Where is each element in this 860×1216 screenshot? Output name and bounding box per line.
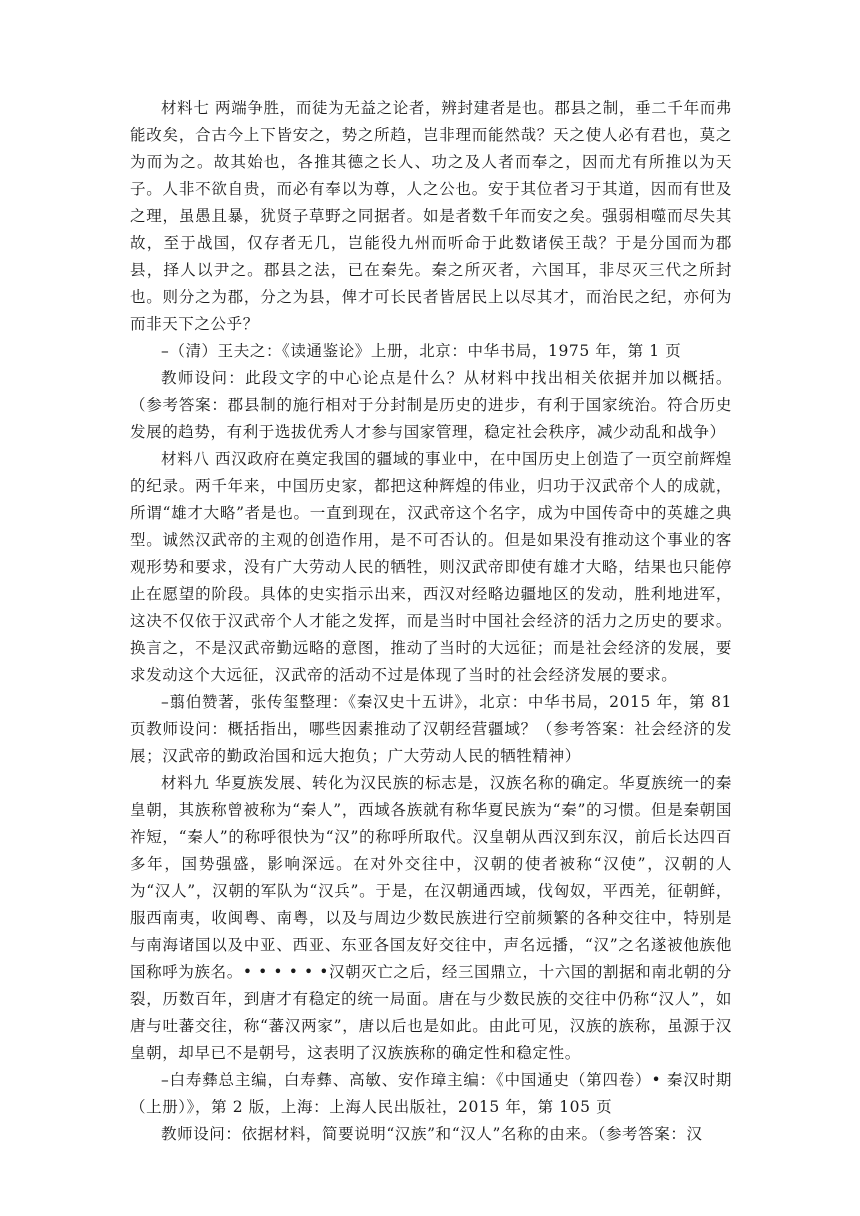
material-8-citation-and-question: –翦伯赞著，张传玺整理：《秦汉史十五讲》，北京：中华书局，2015 年，第 81 页教师设问：概括指出，哪些因素推动了汉朝经营疆域？（参考答案：社会经济的发展；汉武帝的勤政治国和远大抱负；广大劳动人民的牺牲精神） (130, 693, 732, 765)
material-9-teacher-question: 教师设问：依据材料，简要说明“汉族”和“汉人”名称的由来。（参考答案：汉 (161, 1125, 703, 1143)
document-body (130, 95, 732, 1148)
material-9-paragraph: 材料九 华夏族发展、转化为汉民族的标志是，汉族名称的确定。华夏族统一的秦皇朝，其族称曾被称为“秦人”，西域各族就有称华夏民族为“秦”的习惯。但是秦朝国祚短，“秦人”的称呼很快为“汉”的称呼所取代。汉皇朝从西汉到东汉，前后长达四百多年，国势强盛，影响深远。在对外交往中，汉朝的使者被称“汉使”，汉朝的人为“汉人”，汉朝的军队为“汉兵”。于是，在汉朝通西域，伐匈奴，平西羌，征朝鲜，服西南夷，收闽粤、南粤，以及与周边少数民族进行空前频繁的各种交往中，特别是与南海诸国以及中亚、西亚、东亚各国友好交往中，声名远播，“汉”之名遂被他族他国称呼为族名。• • • • • •汉朝灭亡之后，经三国鼎立，十六国的割据和南北朝的分裂，历数百年，到唐才有稳定的统一局面。唐在与少数民族的交往中仍称“汉人”，如唐与吐蕃交往，称“蕃汉两家”，唐以后也是如此。由此可见，汉族的族称，虽源于汉皇朝，却早已不是朝号，这表明了汉族族称的确定性和稳定性。 (130, 774, 732, 1062)
material-7-citation: –（清）王夫之：《读通鉴论》上册，北京：中华书局，1975 年，第 1 页 (161, 342, 682, 360)
material-9-citation: –白寿彝总主编，白寿彝、高敏、安作璋主编：《中国通史（第四卷）• 秦汉时期（上册）》，第 2 版，上海：上海人民出版社，2015 年，第 105 页 (130, 1071, 732, 1116)
material-7-teacher-question: 教师设问：此段文字的中心论点是什么？从材料中找出相关依据并加以概括。（参考答案：郡县制的施行相对于分封制是历史的进步，有利于国家统治。符合历史发展的趋势，有利于选拔优秀人才参与国家管理，稳定社会秩序，减少动乱和战争） (130, 369, 732, 441)
material-8-paragraph: 材料八 西汉政府在奠定我国的疆域的事业中，在中国历史上创造了一页空前辉煌的纪录。两千年来，中国历史家，都把这种辉煌的伟业，归功于汉武帝个人的成就，所谓“雄才大略”者是也。一直到现在，汉武帝这个名字，成为中国传奇中的英雄之典型。诚然汉武帝的主观的创造作用，是不可否认的。但是如果没有推动这个事业的客观形势和要求，没有广大劳动人民的牺牲，则汉武帝即使有雄才大略，结果也只能停止在愿望的阶段。具体的史实指示出来，西汉对经略边疆地区的发动，胜利地进军，这决不仅依于汉武帝个人才能之发挥，而是当时中国社会经济的活力之历史的要求。换言之，不是汉武帝勤远略的意图，推动了当时的大远征；而是社会经济的发展，要求发动这个大远征，汉武帝的活动不过是体现了当时的社会经济发展的要求。 (130, 450, 732, 684)
material-7-paragraph: 材料七 两端争胜，而徒为无益之论者，辨封建者是也。郡县之制，垂二千年而弗能改矣，合古今上下皆安之，势之所趋，岂非理而能然哉？天之使人必有君也，莫之为而为之。故其始也，各推其德之长人、功之及人者而奉之，因而尤有所推以为天子。人非不欲自贵，而必有奉以为尊，人之公也。安于其位者习于其道，因而有世及之理，虽愚且暴，犹贤子草野之同据者。如是者数千年而安之矣。强弱相噬而尽失其故，至于战国，仅存者无几，岂能役九州而听命于此数诸侯王哉？于是分国而为郡县，择人以尹之。郡县之法，已在秦先。秦之所灭者，六国耳，非尽灭三代之所封也。则分之为郡，分之为县，俾才可长民者皆居民上以尽其才，而治民之纪，亦何为而非天下之公乎？ (130, 99, 732, 333)
